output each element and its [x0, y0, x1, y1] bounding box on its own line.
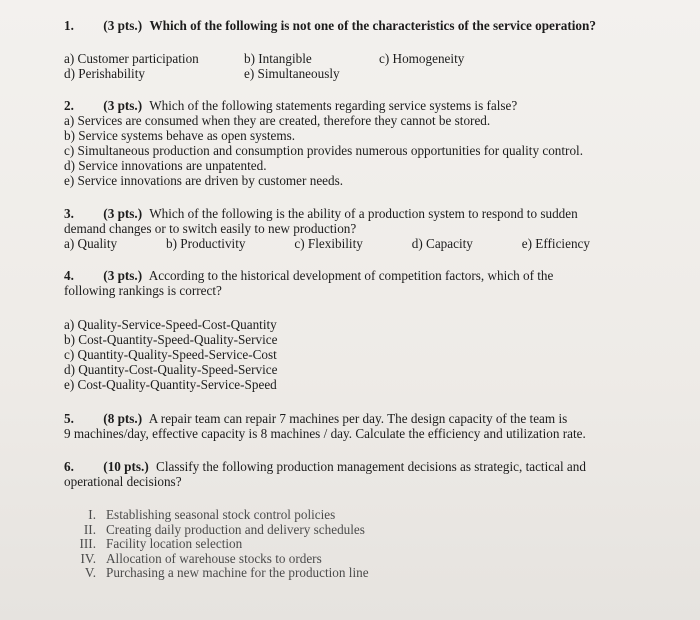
option-e: e) Service innovations are driven by customer needs.	[64, 173, 344, 188]
option-a: a) Services are consumed when they are created, therefore they cannot be stored.	[64, 113, 491, 128]
options	[64, 317, 610, 392]
option-c: c) Flexibility	[294, 236, 363, 251]
item-number: IV.	[80, 550, 96, 566]
item-number: II.	[83, 521, 96, 537]
option-d: d) Perishability	[64, 66, 145, 81]
decision-list	[70, 508, 610, 581]
question-points: (10 pts.)	[103, 459, 149, 474]
option-c: c) Simultaneous production and consumption provides numerous opportunities for quality control.	[64, 143, 583, 158]
question-number: 3.	[64, 206, 74, 221]
option-a: a) Quality	[64, 236, 118, 251]
question-text-line1: Classify the following production management decisions as strategic, tactical and	[156, 459, 586, 474]
question-points: (3 pts.)	[103, 98, 143, 113]
item-number: III.	[79, 536, 96, 551]
item-text: Purchasing a new machine for the production line	[106, 565, 369, 580]
option-b: b) Service systems behave as open systems.	[64, 128, 296, 143]
question-text-line2: demand changes or to switch easily to new production?	[64, 221, 357, 236]
option-d: d) Capacity	[411, 236, 473, 251]
question-text-line1: A repair team can repair 7 machines per day. The design capacity of the team is	[148, 411, 568, 426]
option-d: d) Quantity-Cost-Quality-Speed-Service	[64, 362, 278, 377]
option-c: c) Homogeneity	[379, 51, 465, 66]
option-a: a) Quality-Service-Speed-Cost-Quantity	[64, 317, 277, 332]
question-3	[64, 206, 610, 251]
option-d: d) Service innovations are unpatented.	[64, 158, 267, 173]
options	[64, 236, 610, 251]
question-number: 4.	[64, 268, 74, 283]
option-c: c) Quantity-Quality-Speed-Service-Cost	[64, 347, 277, 362]
option-e: e) Efficiency	[521, 236, 590, 251]
option-b: b) Intangible	[244, 51, 312, 66]
question-text: Which of the following is not one of the characteristics of the service operation?	[149, 18, 596, 33]
item-number: I.	[88, 507, 96, 522]
question-number: 1.	[64, 18, 74, 33]
item-text: Allocation of warehouse stocks to orders	[106, 550, 322, 566]
item-text: Facility location selection	[106, 536, 243, 551]
question-points: (3 pts.)	[103, 268, 143, 283]
question-text-line2: operational decisions?	[64, 474, 182, 489]
option-b: b) Cost-Quantity-Speed-Quality-Service	[64, 332, 278, 347]
item-text: Establishing seasonal stock control policies	[106, 507, 336, 522]
question-2	[64, 98, 610, 188]
option-a: a) Customer participation	[64, 51, 199, 66]
question-points: (3 pts.)	[103, 18, 143, 33]
option-e: e) Simultaneously	[244, 66, 340, 81]
option-b: b) Productivity	[165, 236, 246, 251]
question-4	[64, 268, 610, 392]
question-number: 2.	[64, 98, 74, 113]
question-6	[64, 459, 610, 581]
options	[64, 51, 610, 81]
question-number: 5.	[64, 411, 74, 426]
question-number: 6.	[64, 459, 74, 474]
question-text-line2: 9 machines/day, effective capacity is 8 machines / day. Calculate the efficiency and utilization rate.	[64, 426, 586, 441]
question-text-line2: following rankings is correct?	[64, 283, 222, 298]
option-e: e) Cost-Quality-Quantity-Service-Speed	[64, 377, 277, 392]
item-number: V.	[84, 565, 96, 580]
question-text-line1: Which of the following is the ability of a production system to respond to sudden	[149, 206, 578, 221]
question-5	[64, 411, 610, 441]
question-points: (8 pts.)	[103, 411, 143, 426]
question-points: (3 pts.)	[103, 206, 143, 221]
item-text: Creating daily production and delivery schedules	[106, 521, 365, 537]
question-text: Which of the following statements regarding service systems is false?	[149, 98, 518, 113]
question-1	[64, 18, 610, 81]
question-text-line1: According to the historical development of competition factors, which of the	[148, 268, 554, 283]
